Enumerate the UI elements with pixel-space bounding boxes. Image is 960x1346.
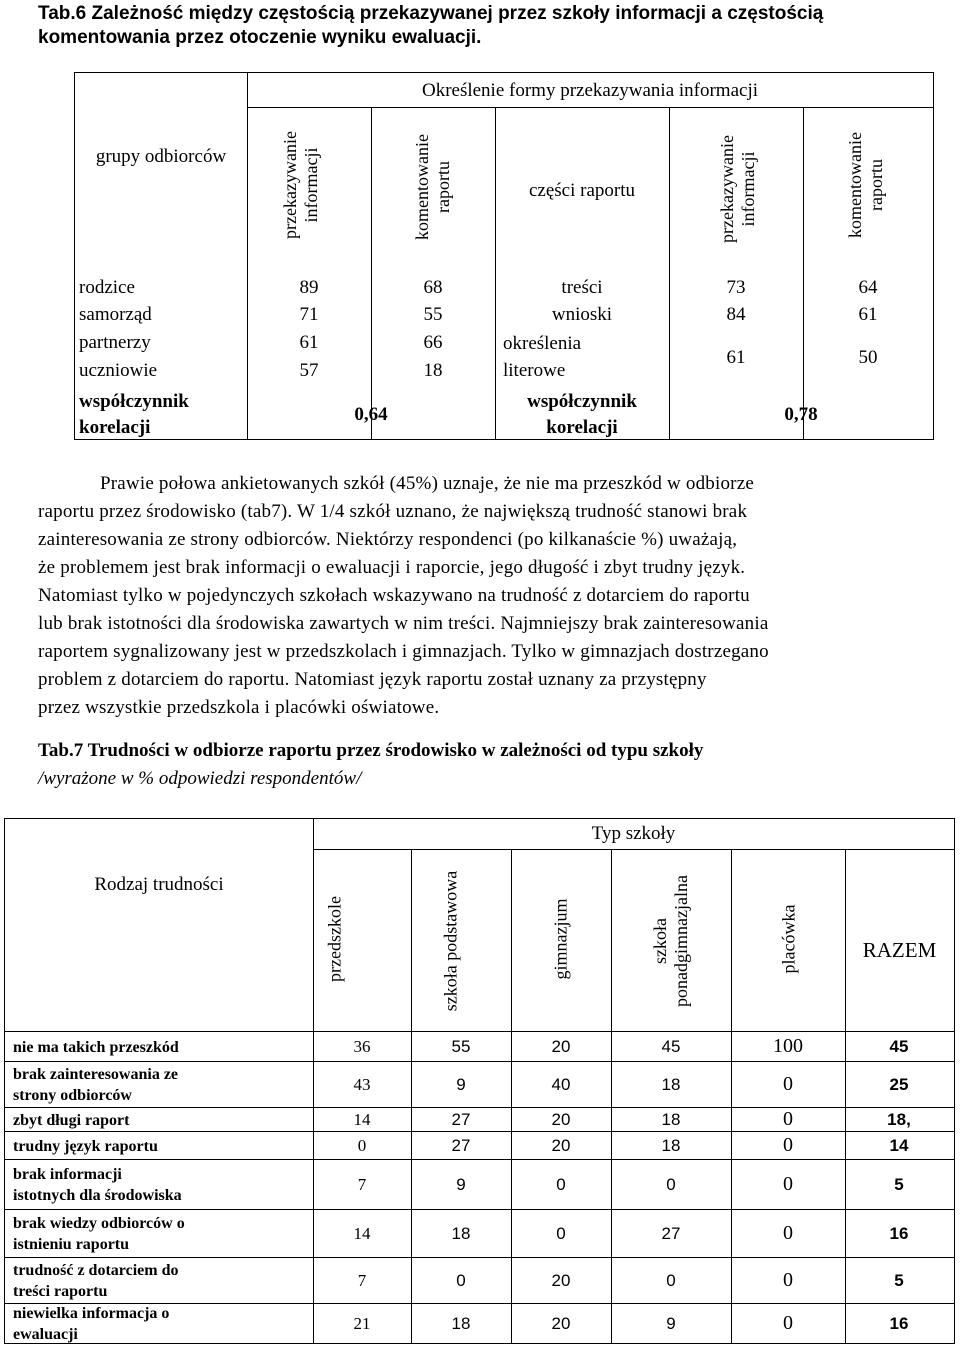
- table-cell: 20: [551, 1314, 571, 1333]
- t6-merged-part-line2: literowe: [503, 360, 566, 381]
- table-cell: 45: [661, 1037, 681, 1056]
- table-row-label: trudność z dotarciem do treści raportu: [13, 1262, 179, 1300]
- table-cell: 0: [456, 1271, 466, 1290]
- table-cell: 27: [661, 1224, 681, 1243]
- table-row-label: nie ma takich przeszkód: [13, 1038, 179, 1056]
- paragraph-line: Prawie połowa ankietowanych szkół (45%) uznaje, że nie ma przeszkód w odbiorze: [100, 473, 754, 494]
- table-cell: 25: [889, 1075, 909, 1094]
- t7-hline: [5, 1257, 954, 1258]
- table-cell: 0: [666, 1271, 676, 1290]
- table-cell: 0: [357, 1136, 367, 1155]
- table-cell: 18,: [887, 1110, 911, 1129]
- table-cell: 0: [783, 1108, 793, 1130]
- table-cell: 0: [783, 1134, 793, 1156]
- paragraph: [38, 470, 924, 722]
- table-cell: 18: [451, 1314, 471, 1333]
- table-cell: 14: [353, 1110, 371, 1129]
- t6-corr-label-1a: współczynnik: [79, 391, 189, 412]
- t7-hline: [5, 1061, 954, 1062]
- t6-cell: 66: [423, 332, 443, 353]
- table-row-label: trudny język raportu: [13, 1137, 158, 1155]
- table-cell: 40: [551, 1075, 571, 1094]
- t7-hline: [5, 1107, 954, 1108]
- table-cell: 100: [773, 1035, 803, 1057]
- table-cell: 27: [451, 1110, 471, 1129]
- table-cell: 5: [894, 1271, 904, 1290]
- t6-row-group: uczniowie: [79, 360, 158, 381]
- table-cell: 0: [556, 1224, 566, 1243]
- table-cell: 9: [666, 1314, 676, 1333]
- t6-corr-label-1b: korelacji: [79, 417, 151, 438]
- t6-merged-part-line1: określenia: [503, 333, 582, 354]
- t6-col-komentowanie-2: komentowanie raportu: [845, 132, 886, 238]
- t6-cell: 73: [726, 277, 746, 298]
- t6-col-groups: grupy odbiorców: [95, 146, 227, 167]
- t6-cell: 55: [423, 304, 443, 325]
- paragraph-line: zainteresowania ze strony odbiorców. Niektórzy respondenci (po kilkanaście %) uważają,: [38, 529, 738, 550]
- table-cell: 7: [357, 1271, 367, 1290]
- table-cell: 5: [894, 1175, 904, 1194]
- t6-vline: [669, 107, 670, 439]
- t7-hline: [313, 849, 954, 850]
- t6-cell: 57: [299, 360, 319, 381]
- t6-vline: [495, 107, 496, 439]
- t6-row-group: partnerzy: [79, 332, 151, 353]
- table-row-label: brak wiedzy odbiorców o istnieniu raportu: [13, 1215, 185, 1253]
- table-cell: 43: [353, 1075, 371, 1094]
- table-cell: 20: [551, 1136, 571, 1155]
- table-cell: 18: [451, 1224, 471, 1243]
- table-7: [4, 818, 955, 1344]
- table-cell: 45: [889, 1037, 909, 1056]
- t7-col-razem: RAZEM: [862, 938, 937, 962]
- t7-col-gimnazjum: gimnazjum: [550, 898, 571, 980]
- t7-vline: [611, 849, 612, 1343]
- t7-col-przedszkole: przedszkole: [324, 896, 345, 982]
- t6-col-przekazywanie-2: przekazywanie informacji: [717, 135, 758, 243]
- t7-hline: [5, 1159, 954, 1160]
- table-row-label: niewielka informacja o ewaluacji: [13, 1305, 170, 1343]
- t6-cell: 61: [299, 332, 319, 353]
- t6-cell: 68: [423, 277, 443, 298]
- table-row-label: zbyt długi raport: [13, 1111, 130, 1129]
- t7-vline: [411, 849, 412, 1343]
- table-cell: 14: [889, 1136, 909, 1155]
- t6-corr-value-1: 0,64: [354, 404, 388, 425]
- t6-cell: 64: [858, 277, 878, 298]
- tab6-caption-line2: komentowania przez otoczenie wyniku ewaluacji.: [38, 27, 482, 48]
- t6-row-group: rodzice: [79, 277, 135, 298]
- table-cell: 9: [456, 1075, 466, 1094]
- table-cell: 7: [357, 1175, 367, 1194]
- t6-cell: wnioski: [551, 304, 613, 325]
- table-cell: 27: [451, 1136, 471, 1155]
- table-6: [74, 72, 934, 440]
- table-cell: 20: [551, 1037, 571, 1056]
- t6-header-top: Określenie formy przekazywania informacji: [421, 80, 759, 101]
- table-cell: 0: [783, 1312, 793, 1334]
- t6-cell: 89: [299, 277, 319, 298]
- t6-cell: 18: [423, 360, 443, 381]
- t6-merged-p2: 61: [726, 347, 746, 368]
- tab7-caption: Tab.7 Trudności w odbiorze raportu przez środowisko w zależności od typu szkoły: [38, 740, 704, 761]
- table-cell: 0: [666, 1175, 676, 1194]
- t6-vline: [247, 73, 248, 439]
- table-cell: 20: [551, 1110, 571, 1129]
- t7-hline: [5, 1209, 954, 1210]
- table-row-label: brak zainteresowania ze strony odbiorców: [13, 1066, 179, 1104]
- t7-hline: [5, 1131, 954, 1132]
- t7-vline: [313, 819, 314, 1343]
- table-cell: 16: [889, 1224, 909, 1243]
- t7-header-top: Typ szkoły: [591, 823, 676, 844]
- table-cell: 0: [783, 1073, 793, 1095]
- paragraph-line: lub brak istotności dla środowiska zawartych w nim treści. Najmniejszy brak zainteresowania: [38, 613, 769, 634]
- t7-col-placowka: placówka: [778, 904, 799, 974]
- tab7-subcaption: /wyrażone w % odpowiedzi respondentów/: [38, 768, 362, 789]
- t7-col-szkola-podstawowa: szkoła podstawowa: [440, 870, 461, 1012]
- t6-cell: treści: [561, 277, 603, 298]
- table-cell: 55: [451, 1037, 471, 1056]
- paragraph-line: raportem sygnalizowany jest w przedszkolach i gimnazjach. Tylko w gimnazjach dostrzegano: [38, 641, 769, 662]
- t6-cell: 84: [726, 304, 746, 325]
- t7-col-szkola-ponadgimnazjalna: szkoła ponadgimnazjalna: [650, 875, 691, 1007]
- table-cell: 18: [661, 1075, 681, 1094]
- t7-vline: [731, 849, 732, 1343]
- table-cell: 18: [661, 1136, 681, 1155]
- t6-corr-label-2b: korelacji: [546, 417, 618, 438]
- t6-corr-value-2: 0,78: [784, 404, 818, 425]
- t6-vline: [803, 107, 804, 439]
- t7-vline: [845, 849, 846, 1343]
- table-cell: 0: [556, 1175, 566, 1194]
- table-cell: 9: [456, 1175, 466, 1194]
- table-cell: 0: [783, 1269, 793, 1291]
- t6-col-komentowanie-1: komentowanie raportu: [412, 134, 453, 240]
- table-cell: 14: [353, 1224, 371, 1243]
- t6-col-przekazywanie-1: przekazywanie informacji: [280, 131, 321, 239]
- t6-vline: [371, 107, 372, 439]
- paragraph-line: Natomiast tylko w pojedynczych szkołach wskazywano na trudność z dotarciem do raportu: [38, 585, 750, 606]
- t6-corr-label-2a: współczynnik: [527, 391, 637, 412]
- table-cell: 16: [889, 1314, 909, 1333]
- t6-cell: 71: [299, 304, 319, 325]
- table-cell: 36: [353, 1037, 371, 1056]
- t6-hline: [247, 107, 933, 108]
- paragraph-line: raportu przez środowisko (tab7). W 1/4 szkół uznano, że największą trudność stanowi brak: [38, 501, 748, 522]
- table-row-label: brak informacji istotnych dla środowiska: [13, 1166, 182, 1204]
- table-cell: 21: [353, 1314, 371, 1333]
- tab6-caption-line1: Tab.6 Zależność między częstością przekazywanej przez szkoły informacji a częstością: [38, 3, 824, 24]
- t6-cell: 61: [858, 304, 878, 325]
- paragraph-line: przez wszystkie przedszkola i placówki oświatowe.: [38, 697, 440, 718]
- table-cell: 0: [783, 1173, 793, 1195]
- table-cell: 0: [783, 1222, 793, 1244]
- table-cell: 20: [551, 1271, 571, 1290]
- t6-row-group: samorząd: [79, 304, 152, 325]
- t7-hline: [5, 1031, 954, 1032]
- t7-vline: [511, 849, 512, 1343]
- t6-merged-k2: 50: [858, 347, 878, 368]
- table-cell: 18: [661, 1110, 681, 1129]
- paragraph-line: problem z dotarciem do raportu. Natomiast język raportu został uznany za przystępny: [38, 669, 707, 690]
- t7-rodzaj: Rodzaj trudności: [94, 874, 224, 895]
- t6-col-czesci: części raportu: [528, 180, 636, 201]
- paragraph-line: że problemem jest brak informacji o ewaluacji i raporcie, jego długość i zbyt trudny język.: [38, 557, 746, 578]
